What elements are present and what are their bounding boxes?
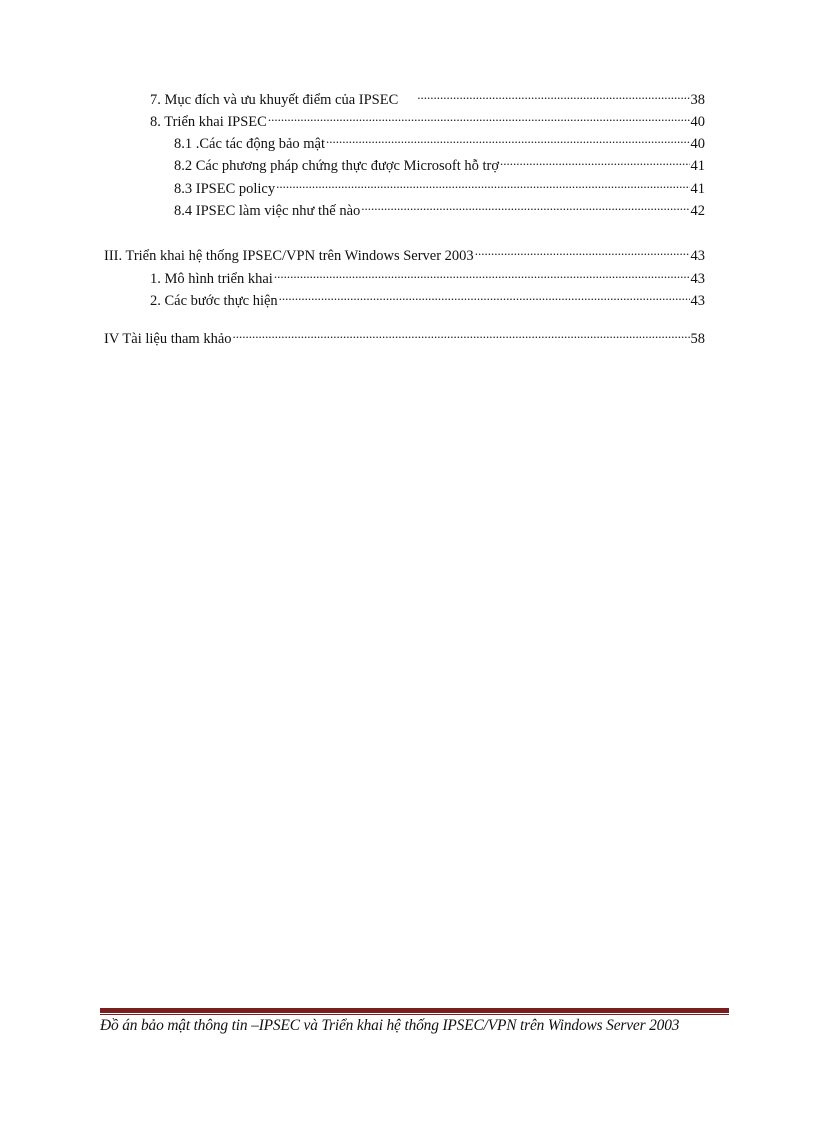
toc-entry: [174, 128, 705, 152]
toc-entry-title: III. Triển khai hệ thống IPSEC/VPN trên Windows Server 2003: [104, 248, 474, 264]
toc-dot-leader: [233, 323, 690, 343]
toc-entry: [150, 84, 705, 108]
toc-entry-title: 7. Mục đích và ưu khuyết điểm của IPSEC: [150, 92, 399, 108]
toc-entry-title: 2. Các bước thực hiện: [150, 293, 278, 309]
toc-entry-page: 41: [690, 181, 705, 197]
toc-entry-page: 40: [690, 136, 705, 152]
toc-dot-leader: [500, 150, 689, 170]
toc-entry-page: 43: [690, 293, 705, 309]
toc-entry: [104, 240, 705, 264]
toc-dot-leader: [475, 240, 690, 260]
footer-rule-thin: [100, 1014, 729, 1015]
toc-entry-title: 1. Mô hình triển khai: [150, 271, 273, 287]
toc-entry-title: 8.1 .Các tác động bảo mật: [174, 136, 325, 152]
toc-entry-page: 43: [690, 271, 705, 287]
toc-entry-title: IV Tài liệu tham khảo: [104, 331, 232, 347]
toc-entry: [150, 285, 705, 309]
toc-entry-page: 58: [690, 331, 705, 347]
toc-dot-leader: [417, 84, 689, 104]
toc-entry-page: 42: [690, 203, 705, 219]
toc-dot-leader: [361, 195, 689, 215]
toc-entry-page: 40: [690, 114, 705, 130]
toc-entry-title: 8.2 Các phương pháp chứng thực được Microsoft hỗ trợ: [174, 158, 500, 174]
toc-entry: [150, 106, 705, 130]
page-footer: Đồ án bảo mật thông tin –IPSEC và Triển khai hệ thống IPSEC/VPN trên Windows Server 2003: [100, 1017, 680, 1034]
toc-dot-leader: [274, 263, 690, 283]
toc-dot-leader: [276, 173, 689, 193]
toc-entry: [174, 195, 705, 219]
toc-entry-title: 8.4 IPSEC làm việc như thế nào: [174, 203, 361, 219]
toc-entry-title: 8.3 IPSEC policy: [174, 181, 276, 197]
footer-rule: [100, 1008, 729, 1013]
toc-entry: [150, 263, 705, 287]
toc-dot-leader: [279, 285, 690, 305]
toc-entry: [104, 323, 705, 347]
toc-entry-page: 43: [690, 248, 705, 264]
toc-dot-leader: [268, 106, 690, 126]
toc-entry-page: 38: [690, 92, 705, 108]
toc-entry: [174, 150, 705, 174]
toc-dot-leader: [326, 128, 690, 148]
toc-entry-page: 41: [690, 158, 705, 174]
toc-entry-title: 8. Triển khai IPSEC: [150, 114, 267, 130]
toc-entry: [174, 173, 705, 197]
